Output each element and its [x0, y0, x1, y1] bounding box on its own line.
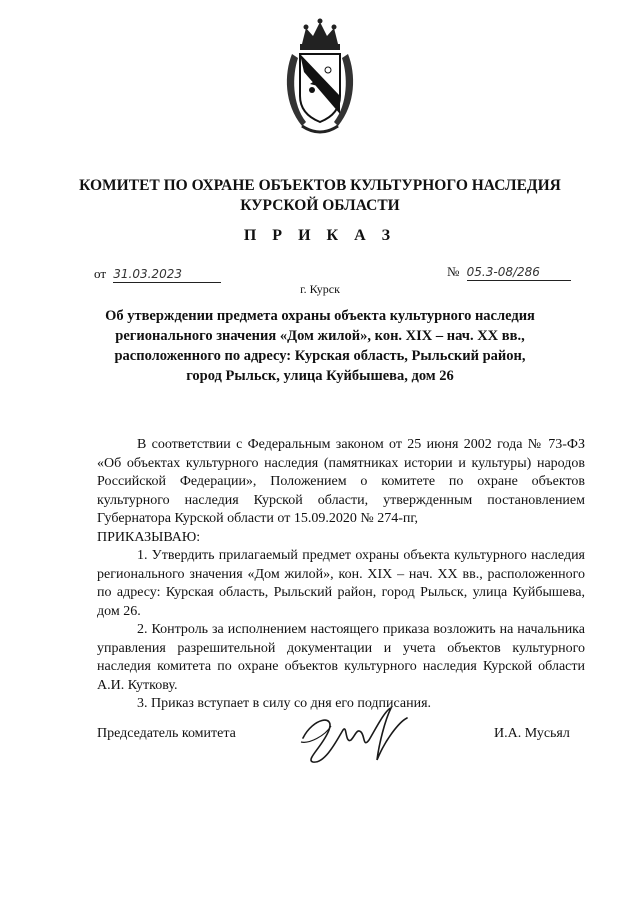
number-value: 05.3-08/286 [466, 265, 540, 279]
coat-of-arms-icon [282, 14, 358, 140]
number-field [447, 264, 571, 281]
order-item-2: 2. Контроль за исполнением настоящего приказа возложить на начальника управления разрешительной документации и учета объектов культурного наследия комитета по охране объектов культурного наследия Курской области А.И. Куткову. [97, 622, 585, 693]
document-body [97, 436, 585, 714]
decree-word: ПРИКАЗЫВАЮ: [97, 529, 201, 545]
order-item-3: 3. Приказ вступает в силу со дня его подписания. [137, 696, 432, 711]
date-prefix: от [94, 266, 107, 281]
document-type-title: П Р И К А З [243, 227, 397, 244]
number-prefix: № [447, 264, 460, 279]
signatory-name: И.А. Мусьял [494, 726, 570, 741]
signatory-position: Председатель комитета [97, 726, 236, 741]
subject-line3: расположенного по адресу: Курская область, Рыльский район, [114, 348, 526, 364]
date-field [94, 266, 221, 283]
subject-line2: регионального значения «Дом жилой», кон. XIX – нач. XX вв., [115, 328, 525, 344]
order-item-1: 1. Утвердить прилагаемый предмет охраны объекта культурного наследия регионального значения «Дом жилой», кон. XIX – нач. XX вв., расположенного по адресу: Курская область, Рыльский район, город Рыльск, улица Куйбышева, дом 26. [97, 548, 585, 619]
subject-line4: город Рыльск, улица Куйбышева, дом 26 [186, 368, 454, 384]
city-label: г. Курск [300, 282, 340, 296]
handwritten-signature [295, 700, 415, 770]
committee-name-line2: КУРСКОЙ ОБЛАСТИ [240, 197, 400, 214]
date-value: 31.03.2023 [113, 267, 182, 281]
preamble-paragraph: В соответствии с Федеральным законом от 25 июня 2002 года № 73-ФЗ «Об объектах культурного наследия (памятниках истории и культуры) народов Российской Федерации», Положением о комитете по охране объектов культурного наследия Курской области, утвержденным постановлением Губернатора Курской области от 15.09.2020 № 274-пг, [97, 437, 585, 526]
committee-name-line1: КОМИТЕТ ПО ОХРАНЕ ОБЪЕКТОВ КУЛЬТУРНОГО НАСЛЕДИЯ [79, 177, 561, 194]
subject-line1: Об утверждении предмета охраны объекта культурного наследия [105, 308, 535, 324]
subject-heading [90, 306, 550, 386]
